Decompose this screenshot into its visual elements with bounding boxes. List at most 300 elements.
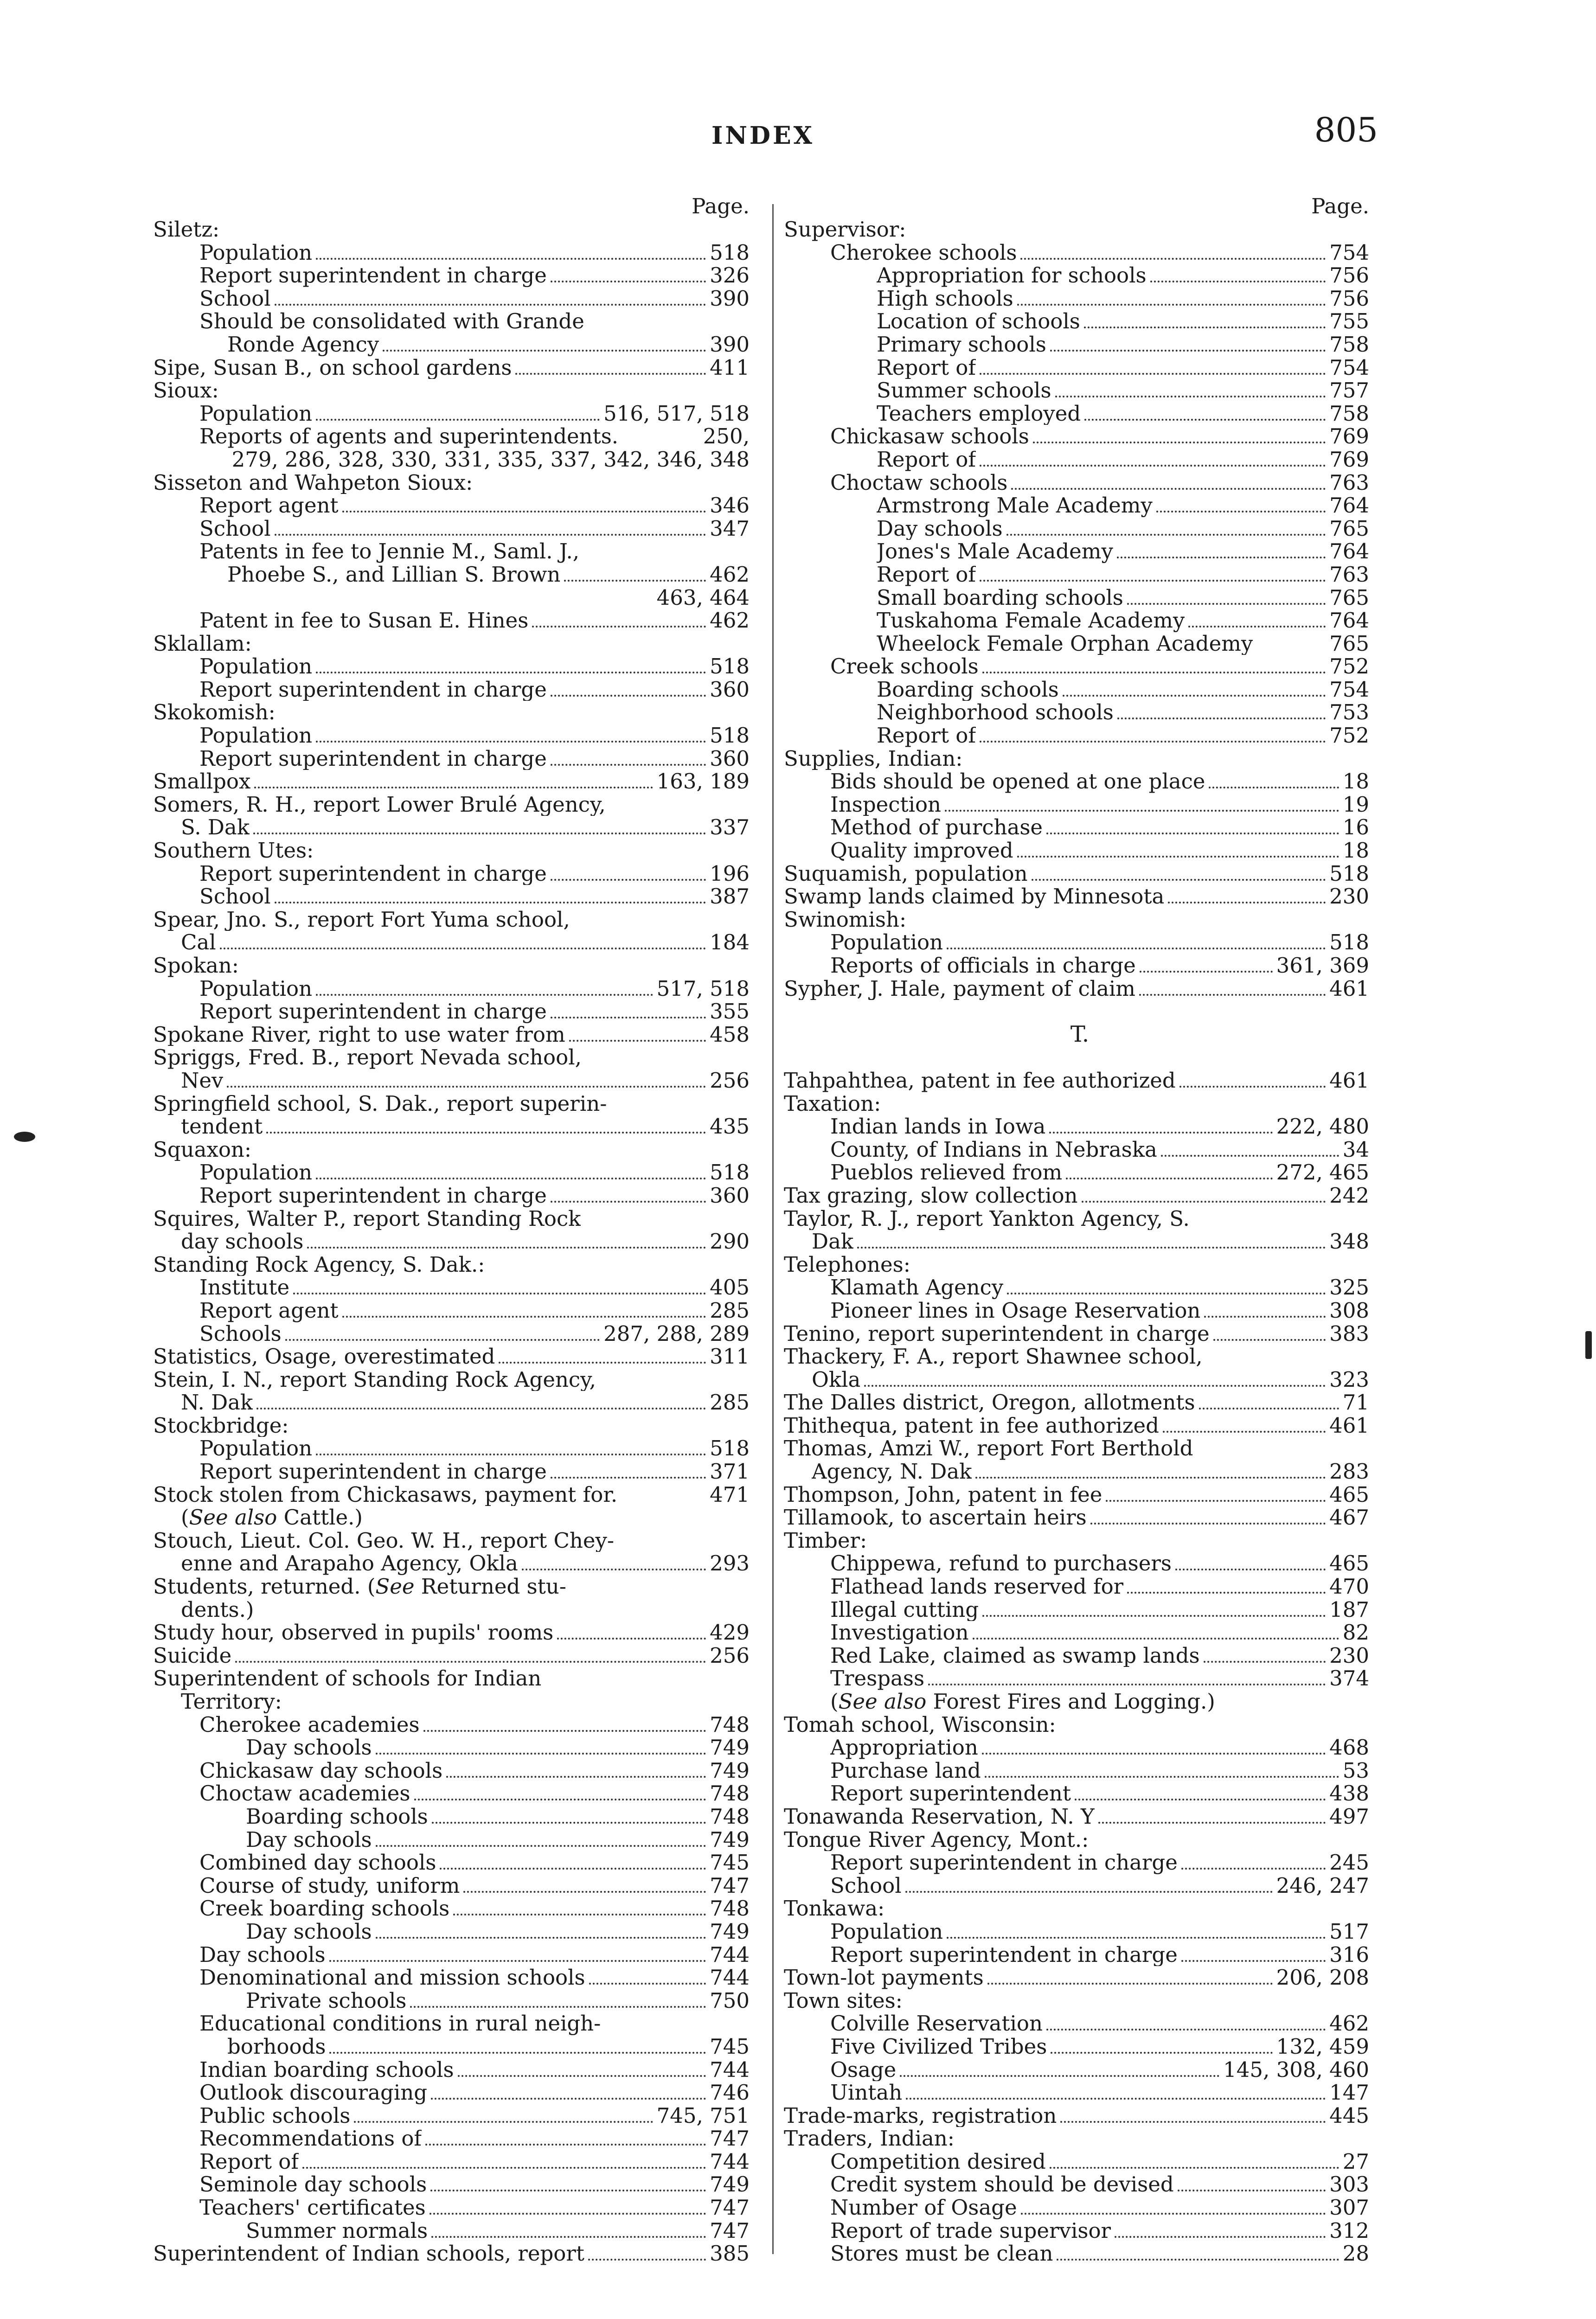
entry-text: Appropriation bbox=[830, 1736, 978, 1759]
entry-text: Population bbox=[199, 402, 313, 425]
index-section-letter bbox=[784, 1023, 1376, 1046]
index-entry bbox=[153, 1414, 756, 1437]
entry-page-ref: 470 bbox=[1329, 1575, 1369, 1598]
index-entry bbox=[153, 1874, 756, 1897]
entry-page-ref: 516, 517, 518 bbox=[603, 402, 750, 425]
leader-dots bbox=[1168, 895, 1326, 903]
index-entry bbox=[153, 1023, 756, 1046]
index-entry bbox=[784, 310, 1376, 333]
entry-page-ref: 752 bbox=[1329, 655, 1369, 678]
entry-page-ref: 754 bbox=[1329, 241, 1369, 264]
entry-text: Investigation bbox=[830, 1621, 969, 1644]
entry-text: Telephones: bbox=[784, 1253, 910, 1276]
entry-page-ref: 465 bbox=[1329, 1552, 1369, 1576]
leader-dots bbox=[293, 1426, 746, 1433]
index-entry bbox=[153, 264, 756, 287]
leader-dots bbox=[604, 2024, 746, 2031]
page-header-title: INDEX bbox=[711, 122, 814, 150]
entry-page-ref: 390 bbox=[710, 287, 750, 310]
index-entry bbox=[784, 1667, 1376, 1690]
entry-text: Town sites: bbox=[784, 1989, 903, 2012]
leader-dots bbox=[316, 987, 653, 996]
entry-page-ref: 745, 751 bbox=[656, 2104, 750, 2127]
entry-text: N. Dak bbox=[181, 1391, 253, 1414]
leader-dots bbox=[316, 734, 706, 743]
index-entry bbox=[784, 1598, 1376, 1621]
entry-text: Teachers' certificates bbox=[199, 2196, 426, 2219]
leader-dots bbox=[410, 1999, 706, 2008]
leader-dots bbox=[621, 1495, 706, 1502]
entry-text: Choctaw academies bbox=[199, 1782, 410, 1805]
index-entry bbox=[153, 540, 756, 563]
leader-dots bbox=[980, 734, 1326, 743]
entry-text: Schools bbox=[199, 1322, 282, 1345]
index-entry bbox=[153, 724, 756, 747]
entry-page-ref: 337 bbox=[710, 816, 750, 839]
entry-page-ref: 763 bbox=[1329, 471, 1369, 494]
entry-text: (See also Cattle.) bbox=[181, 1506, 363, 1529]
leader-dots bbox=[253, 826, 706, 834]
entry-text: Credit system should be devised bbox=[830, 2173, 1174, 2197]
leader-dots bbox=[275, 527, 706, 536]
leader-dots bbox=[1117, 550, 1326, 558]
entry-text: Smallpox bbox=[153, 770, 251, 793]
entry-page-ref: 360 bbox=[710, 1184, 750, 1207]
entry-page-ref: 764 bbox=[1329, 540, 1369, 563]
entry-page-ref: 147 bbox=[1329, 2081, 1369, 2104]
entry-text: Population bbox=[830, 1920, 943, 1943]
entry-page-ref: 746 bbox=[710, 2081, 750, 2104]
entry-text: School bbox=[199, 885, 271, 908]
index-entry bbox=[784, 1230, 1376, 1253]
entry-page-ref: 272, 465 bbox=[1276, 1161, 1369, 1184]
entry-text: enne and Arapaho Agency, Okla bbox=[181, 1552, 518, 1576]
entry-page-ref: 184 bbox=[710, 931, 750, 954]
leader-dots bbox=[1063, 688, 1326, 697]
entry-text: Seminole day schools bbox=[199, 2173, 427, 2197]
index-entry bbox=[784, 1069, 1376, 1092]
entry-page-ref: 462 bbox=[710, 609, 750, 632]
index-entry bbox=[784, 931, 1376, 954]
entry-page-ref: 285 bbox=[710, 1299, 750, 1322]
leader-dots bbox=[286, 1702, 746, 1709]
leader-dots bbox=[982, 1746, 1326, 1755]
index-entries-left bbox=[153, 218, 756, 2265]
leader-dots bbox=[1050, 343, 1326, 352]
entry-text: Stock stolen from Chickasaws, payment for. bbox=[153, 1483, 618, 1506]
index-entry bbox=[784, 1276, 1376, 1299]
entry-page-ref: 445 bbox=[1329, 2104, 1369, 2127]
index-entry bbox=[153, 655, 756, 678]
leader-dots bbox=[1199, 1401, 1339, 1409]
index-entry bbox=[784, 885, 1376, 908]
entry-text: Superintendent of schools for Indian bbox=[153, 1667, 542, 1690]
entry-page-ref: 230 bbox=[1329, 1644, 1369, 1667]
leader-dots bbox=[316, 1171, 706, 1179]
index-entry bbox=[784, 724, 1376, 747]
index-entry bbox=[784, 609, 1376, 632]
leader-dots bbox=[453, 1907, 706, 1915]
index-entry bbox=[153, 1115, 756, 1138]
index-entry bbox=[153, 1161, 756, 1184]
index-entry bbox=[153, 1253, 756, 1276]
leader-dots bbox=[1006, 527, 1326, 536]
entry-page-ref: 438 bbox=[1329, 1782, 1369, 1805]
leader-dots bbox=[316, 251, 706, 260]
index-entry bbox=[153, 425, 756, 448]
leader-dots bbox=[987, 1976, 1273, 1985]
entry-text: Private schools bbox=[246, 1989, 407, 2012]
leader-dots bbox=[980, 366, 1326, 375]
entry-text: Report superintendent in charge bbox=[199, 747, 547, 770]
entry-text: Cherokee schools bbox=[830, 241, 1017, 264]
index-entry bbox=[153, 1828, 756, 1851]
entry-text: Spokane River, right to use water from bbox=[153, 1023, 565, 1046]
entry-text: Klamath Agency bbox=[830, 1276, 1004, 1299]
entry-page-ref: 769 bbox=[1329, 448, 1369, 471]
entry-page-ref: 754 bbox=[1329, 356, 1369, 379]
index-entry bbox=[784, 1575, 1376, 1598]
entry-text: Indian boarding schools bbox=[199, 2058, 454, 2082]
entry-page-ref: 293 bbox=[710, 1552, 750, 1576]
leader-dots bbox=[551, 1010, 706, 1019]
leader-dots bbox=[1127, 1585, 1326, 1594]
entry-text: S. Dak bbox=[181, 816, 250, 839]
entry-page-ref: 745 bbox=[710, 2035, 750, 2058]
entry-page-ref: 763 bbox=[1329, 563, 1369, 586]
entry-page-ref: 383 bbox=[1329, 1322, 1369, 1345]
leader-dots bbox=[1050, 2160, 1339, 2169]
leader-dots bbox=[1117, 711, 1326, 719]
leader-dots bbox=[275, 297, 706, 306]
leader-dots bbox=[888, 1909, 1365, 1915]
index-entry bbox=[784, 839, 1376, 862]
index-entry bbox=[784, 563, 1376, 586]
index-entry bbox=[153, 1276, 756, 1299]
entry-page-ref: 348 bbox=[1329, 1230, 1369, 1253]
leader-dots bbox=[1181, 1861, 1326, 1870]
entry-text: Town-lot payments bbox=[784, 1966, 984, 1989]
index-entry bbox=[784, 678, 1376, 701]
entry-page-ref: 744 bbox=[710, 1966, 750, 1989]
entry-text: Thackery, F. A., report Shawnee school, bbox=[784, 1345, 1203, 1368]
entry-page-ref: 312 bbox=[1329, 2219, 1369, 2242]
index-entry bbox=[153, 1782, 756, 1805]
entry-text: Statistics, Osage, overestimated bbox=[153, 1345, 495, 1368]
entry-page-ref: 283 bbox=[1329, 1460, 1369, 1483]
entry-text: Thithequa, patent in fee authorized bbox=[784, 1414, 1159, 1437]
entry-text: Armstrong Male Academy bbox=[877, 494, 1153, 517]
entry-page-ref: 18 bbox=[1342, 839, 1369, 862]
entry-text: Purchase land bbox=[830, 1759, 981, 1782]
index-entry bbox=[153, 1943, 756, 1967]
index-entries-right bbox=[784, 218, 1376, 2265]
leader-dots bbox=[458, 2069, 706, 2077]
entry-page-ref: 316 bbox=[1329, 1943, 1369, 1967]
entry-page-ref: 53 bbox=[1342, 1759, 1369, 1782]
entry-text: Neighborhood schools bbox=[877, 701, 1114, 724]
leader-dots bbox=[307, 1240, 706, 1249]
index-entry bbox=[784, 2219, 1376, 2242]
entry-page-ref: 347 bbox=[710, 517, 750, 540]
entry-page-ref: 187 bbox=[1329, 1598, 1369, 1621]
leader-dots bbox=[1075, 1792, 1326, 1800]
index-entry bbox=[153, 2058, 756, 2082]
leader-dots bbox=[423, 1723, 706, 1732]
entry-text: Trade-marks, registration bbox=[784, 2104, 1057, 2127]
index-entry bbox=[784, 2104, 1376, 2127]
entry-page-ref: 747 bbox=[710, 2196, 750, 2219]
entry-text: Skokomish: bbox=[153, 701, 276, 724]
entry-text: Report superintendent in charge bbox=[199, 264, 547, 287]
leader-dots bbox=[316, 1447, 706, 1455]
entry-page-ref: 196 bbox=[710, 862, 750, 885]
leader-dots bbox=[564, 573, 706, 582]
index-entry bbox=[784, 1759, 1376, 1782]
entry-text: Public schools bbox=[199, 2104, 351, 2127]
leader-dots bbox=[1209, 780, 1339, 788]
index-entry bbox=[153, 287, 756, 310]
leader-dots bbox=[569, 1033, 706, 1042]
entry-text: The Dalles district, Oregon, allotments bbox=[784, 1391, 1195, 1414]
entry-text: Report superintendent in charge bbox=[199, 862, 547, 885]
leader-dots bbox=[588, 322, 746, 328]
leader-dots bbox=[431, 2229, 706, 2238]
leader-dots bbox=[257, 1610, 746, 1617]
leader-dots bbox=[1092, 1840, 1365, 1847]
entry-text: School bbox=[199, 287, 271, 310]
entry-text: Cherokee academies bbox=[199, 1713, 420, 1736]
entry-text: Taxation: bbox=[784, 1092, 881, 1115]
entry-page-ref: 757 bbox=[1329, 379, 1369, 402]
index-entry bbox=[153, 954, 756, 977]
entry-text: Cal bbox=[181, 931, 216, 954]
entry-text: Institute bbox=[199, 1276, 290, 1299]
entry-text: Day schools bbox=[246, 1920, 372, 1943]
entry-page-ref: 518 bbox=[1329, 931, 1369, 954]
entry-page-ref: 387 bbox=[710, 885, 750, 908]
entry-page-ref: 371 bbox=[710, 1460, 750, 1483]
leader-dots bbox=[588, 2252, 706, 2261]
leader-dots bbox=[551, 1194, 706, 1203]
entry-text: Spriggs, Fred. B., report Nevada school, bbox=[153, 1046, 582, 1069]
page-number: 805 bbox=[1314, 110, 1378, 149]
margin-mark bbox=[1585, 1331, 1592, 1359]
leader-dots bbox=[980, 573, 1326, 582]
index-entry bbox=[784, 1966, 1376, 1989]
leader-dots bbox=[864, 1378, 1326, 1387]
index-entry bbox=[784, 2242, 1376, 2265]
entry-text: Appropriation for schools bbox=[877, 264, 1147, 287]
index-entry bbox=[153, 1667, 756, 1690]
index-entry bbox=[153, 1690, 756, 1713]
index-entry bbox=[153, 1621, 756, 1644]
entry-page-ref: 325 bbox=[1329, 1276, 1369, 1299]
entry-text: Report agent bbox=[199, 494, 339, 517]
entry-text: day schools bbox=[181, 1230, 304, 1253]
leader-dots bbox=[1181, 1954, 1326, 1962]
index-entry bbox=[153, 1989, 756, 2012]
entry-text: Population bbox=[199, 724, 313, 747]
entry-page-ref: 465 bbox=[1329, 1483, 1369, 1506]
index-entry bbox=[784, 1989, 1376, 2012]
index-entry bbox=[153, 2150, 756, 2173]
entry-text: Swamp lands claimed by Minnesota bbox=[784, 885, 1165, 908]
leader-dots bbox=[945, 803, 1339, 812]
index-entry bbox=[784, 1736, 1376, 1759]
entry-page-ref: 16 bbox=[1342, 816, 1369, 839]
leader-dots bbox=[910, 920, 1365, 927]
leader-dots bbox=[1090, 1516, 1326, 1525]
leader-dots bbox=[463, 1884, 706, 1893]
index-entry bbox=[784, 816, 1376, 839]
entry-page-ref: 765 bbox=[1329, 632, 1369, 655]
leader-dots bbox=[982, 1608, 1326, 1617]
entry-page-ref: 468 bbox=[1329, 1736, 1369, 1759]
entry-text: Taylor, R. J., report Yankton Agency, S. bbox=[784, 1207, 1190, 1230]
entry-text: School bbox=[199, 517, 271, 540]
leader-dots bbox=[1021, 2206, 1326, 2215]
entry-page-ref: 206, 208 bbox=[1276, 1966, 1369, 1989]
index-entry bbox=[784, 793, 1376, 816]
index-entry bbox=[784, 471, 1376, 494]
margin-mark bbox=[14, 1132, 35, 1142]
entry-page-ref: 308 bbox=[1329, 1299, 1369, 1322]
entry-text: Report superintendent in charge bbox=[199, 1184, 547, 1207]
entry-page-ref: 747 bbox=[710, 1874, 750, 1897]
leader-dots bbox=[254, 780, 653, 788]
index-entry bbox=[784, 1828, 1376, 1851]
entry-text: Should be consolidated with Grande bbox=[199, 310, 584, 333]
leader-dots bbox=[551, 1470, 706, 1479]
entry-text: Swinomish: bbox=[784, 908, 907, 931]
index-entry bbox=[784, 1299, 1376, 1322]
leader-dots bbox=[1007, 1286, 1326, 1294]
index-entry bbox=[153, 1184, 756, 1207]
index-entry bbox=[153, 1299, 756, 1322]
entry-text: Sisseton and Wahpeton Sioux: bbox=[153, 471, 473, 494]
index-entry bbox=[784, 632, 1376, 655]
entry-page-ref: 290 bbox=[710, 1230, 750, 1253]
entry-text: Tax grazing, slow collection bbox=[784, 1184, 1078, 1207]
entry-page-ref: 385 bbox=[710, 2242, 750, 2265]
leader-dots bbox=[342, 504, 706, 512]
entry-text: Supervisor: bbox=[784, 218, 906, 241]
entry-text: Spokan: bbox=[153, 954, 239, 977]
entry-page-ref: 256 bbox=[710, 1644, 750, 1667]
leader-dots bbox=[1017, 849, 1339, 858]
entry-page-ref: 145, 308, 460 bbox=[1223, 2058, 1369, 2082]
leader-dots bbox=[958, 2139, 1365, 2146]
index-entry bbox=[784, 2196, 1376, 2219]
index-entry bbox=[784, 402, 1376, 425]
leader-dots bbox=[376, 1839, 706, 1847]
entry-text: Day schools bbox=[877, 517, 1003, 540]
index-entry bbox=[153, 2219, 756, 2242]
entry-text: Report of trade supervisor bbox=[830, 2219, 1111, 2242]
leader-dots bbox=[906, 2091, 1326, 2100]
entry-text: County, of Indians in Nebraska bbox=[830, 1138, 1157, 1161]
entry-text: Population bbox=[199, 977, 313, 1000]
entry-page-ref: 744 bbox=[710, 2150, 750, 2173]
entry-page-ref: 744 bbox=[710, 2058, 750, 2082]
leader-dots bbox=[256, 1401, 706, 1409]
entry-text: tendent bbox=[181, 1115, 263, 1138]
index-entry bbox=[153, 793, 756, 816]
entry-page-ref: 163, 189 bbox=[656, 770, 750, 793]
leader-dots bbox=[1197, 1449, 1365, 1455]
index-entry bbox=[153, 839, 756, 862]
entry-text: High schools bbox=[877, 287, 1013, 310]
index-entry bbox=[784, 1529, 1376, 1552]
entry-text: Reports of agents and superintendents. bbox=[199, 425, 619, 448]
index-entry bbox=[153, 1391, 756, 1414]
index-entry bbox=[784, 1506, 1376, 1529]
entry-page-ref: 758 bbox=[1329, 333, 1369, 356]
index-entry bbox=[153, 586, 756, 609]
index-entry bbox=[153, 1046, 756, 1069]
index-entry bbox=[153, 402, 756, 425]
index-entry bbox=[153, 1736, 756, 1759]
leader-dots bbox=[279, 713, 746, 719]
entry-text: Denominational and mission schools bbox=[199, 1966, 585, 1989]
leader-dots bbox=[583, 552, 746, 558]
index-entry bbox=[153, 333, 756, 356]
entry-page-ref: 517, 518 bbox=[656, 977, 750, 1000]
entry-page-ref: 405 bbox=[710, 1276, 750, 1299]
entry-text: Flathead lands reserved for bbox=[830, 1575, 1124, 1598]
index-entry bbox=[784, 540, 1376, 563]
entry-text: Tongue River Agency, Mont.: bbox=[784, 1828, 1089, 1851]
index-entry bbox=[153, 2127, 756, 2150]
index-entry bbox=[153, 1230, 756, 1253]
entry-text: Pioneer lines in Osage Reservation bbox=[830, 1299, 1201, 1322]
leader-dots bbox=[1150, 274, 1326, 282]
entry-page-ref: 246, 247 bbox=[1276, 1874, 1369, 1897]
index-entry bbox=[784, 2150, 1376, 2173]
leader-dots bbox=[622, 437, 699, 443]
entry-text: borhoods bbox=[227, 2035, 326, 2058]
index-entry bbox=[153, 494, 756, 517]
index-entry bbox=[153, 1368, 756, 1391]
entry-text: Outlook discouraging bbox=[199, 2081, 428, 2104]
entry-page-ref: 744 bbox=[710, 1943, 750, 1967]
leader-dots bbox=[610, 1104, 746, 1111]
index-spacer bbox=[784, 1046, 1376, 1069]
entry-page-ref: 326 bbox=[710, 264, 750, 287]
index-entry bbox=[784, 586, 1376, 609]
entry-text: Report of bbox=[199, 2150, 299, 2173]
entry-text: Nev bbox=[181, 1069, 224, 1092]
leader-dots bbox=[1055, 389, 1326, 397]
leader-dots bbox=[1082, 1194, 1326, 1203]
leader-dots bbox=[1106, 1493, 1326, 1502]
index-entry bbox=[153, 1552, 756, 1575]
entry-page-ref: 346 bbox=[710, 494, 750, 517]
leader-dots bbox=[1011, 481, 1326, 490]
leader-dots bbox=[910, 230, 1365, 237]
leader-dots bbox=[1020, 251, 1326, 260]
entry-page-ref: 748 bbox=[710, 1805, 750, 1828]
entry-text: Students, returned. (See Returned stu- bbox=[153, 1575, 566, 1598]
entry-page-ref: 765 bbox=[1329, 586, 1369, 609]
index-entry bbox=[153, 1483, 756, 1506]
page-column-label: Page. bbox=[692, 194, 750, 218]
entry-text: (See also Forest Fires and Logging.) bbox=[830, 1690, 1215, 1713]
index-entry bbox=[784, 1851, 1376, 1874]
index-entry bbox=[153, 218, 756, 241]
entry-text: Combined day schools bbox=[199, 1851, 436, 1874]
